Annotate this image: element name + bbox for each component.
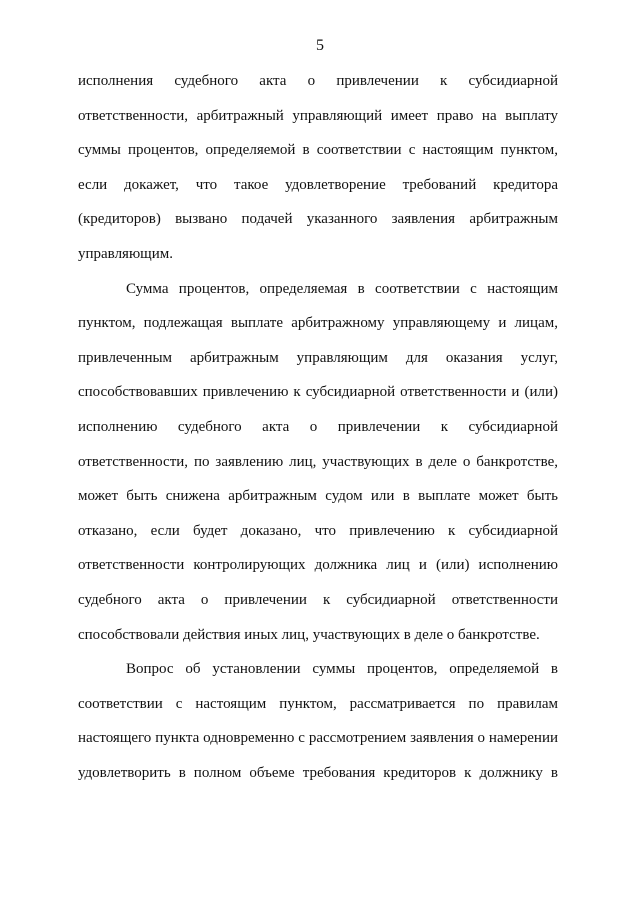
paragraph-1 bbox=[78, 64, 558, 272]
paragraph-2 bbox=[78, 272, 558, 653]
text-line: (кредиторов) вызвано подачей указанного заявления арбитражным bbox=[78, 211, 558, 228]
text-line: способствовали действия иных лиц, участвующих в деле о банкротстве. bbox=[78, 626, 540, 643]
text-line: привлеченным арбитражным управляющим для оказания услуг, bbox=[78, 349, 558, 366]
text-line: ответственности, по заявлению лиц, участвующих в деле о банкротстве, bbox=[78, 453, 558, 470]
text-line: пунктом, подлежащая выплате арбитражному управляющему и лицам, bbox=[78, 315, 558, 332]
text-line: соответствии с настоящим пунктом, рассматривается по правилам bbox=[78, 695, 558, 712]
text-line: удовлетворить в полном объеме требования кредиторов к должнику в bbox=[78, 764, 558, 781]
text-line: ответственности контролирующих должника лиц и (или) исполнению bbox=[78, 557, 558, 574]
text-line: исполнения судебного акта о привлечении к субсидиарной bbox=[78, 73, 558, 89]
text-line: если докажет, что такое удовлетворение требований кредитора bbox=[78, 176, 558, 193]
document-body bbox=[78, 64, 558, 790]
text-line: Вопрос об установлении суммы процентов, определяемой в bbox=[126, 661, 558, 678]
text-line: исполнению судебного акта о привлечении к субсидиарной bbox=[78, 418, 558, 435]
text-line: управляющим. bbox=[78, 245, 173, 262]
text-line: ответственности, арбитражный управляющий имеет право на выплату bbox=[78, 107, 558, 124]
text-line: может быть снижена арбитражным судом или в выплате может быть bbox=[78, 488, 558, 505]
page-number: 5 bbox=[316, 37, 324, 54]
text-line: отказано, если будет доказано, что привлечению к субсидиарной bbox=[78, 522, 558, 539]
text-line: суммы процентов, определяемой в соответствии с настоящим пунктом, bbox=[78, 142, 558, 159]
text-line: настоящего пункта одновременно с рассмотрением заявления о намерении bbox=[78, 730, 558, 747]
text-line: Сумма процентов, определяемая в соответствии с настоящим bbox=[126, 280, 558, 297]
paragraph-3 bbox=[78, 652, 558, 790]
text-line: способствовавших привлечению к субсидиарной ответственности и (или) bbox=[78, 384, 558, 401]
text-line: судебного акта о привлечении к субсидиарной ответственности bbox=[78, 591, 558, 608]
